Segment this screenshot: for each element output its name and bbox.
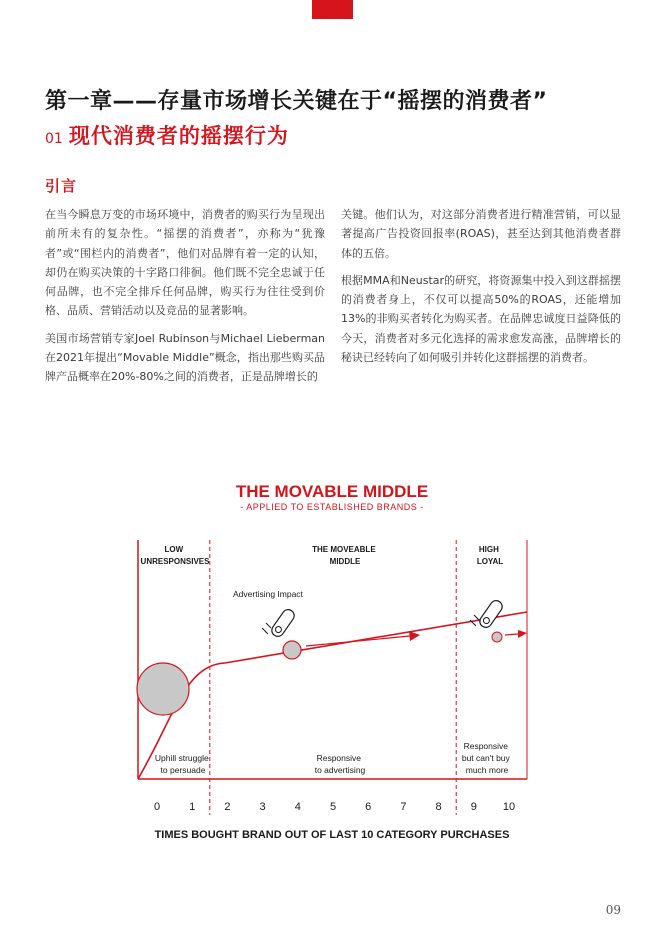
x-tick-label: 10: [502, 801, 516, 813]
x-tick-label: 1: [189, 801, 196, 813]
loyal-arrow-line: [505, 634, 518, 635]
intro-right-column: [341, 205, 621, 375]
intro-paragraph: 根据MMA和Neustar的研究，将资源集中投入到这群摇摆的消费者身上，不仅可以提高50%的ROAS，还能增加13%的非购买者转化为购买者。在品牌忠诚度日益降低的今天，消费者对多元化选择的需求愈发高涨，品牌增长的秘诀已经转向了如何吸引并转化这群摇摆的消费者。: [341, 273, 621, 365]
top-tab-decoration: [312, 0, 353, 19]
intro-heading: 引言: [45, 177, 78, 195]
intro-paragraph: 美国市场营销专家Joel Rubinson与Michael Lieberman在2021年提出“Movable Middle”概念，指出那些购买品牌产品概率在20%-80%之间的消费者，正是品牌增长的: [45, 331, 325, 384]
middle-arrow-head: [409, 631, 420, 641]
loyal-arrow-head: [518, 630, 527, 638]
high-loyal-ball: [492, 632, 502, 642]
x-tick-label: 5: [329, 801, 337, 813]
low-unresponsive-ball: [137, 663, 189, 715]
x-tick-label: 0: [153, 801, 161, 813]
x-tick-label: 3: [259, 801, 266, 813]
section-heading: 现代消费者的摇摆行为: [68, 124, 289, 148]
zone-label-low: LOW UNRESPONSIVES: [140, 545, 210, 566]
page-number: 09: [605, 903, 621, 917]
x-tick-label: 7: [400, 801, 407, 813]
x-tick-label: 2: [224, 801, 231, 813]
zone-note-middle: Responsive to advertising: [314, 753, 366, 775]
hand-flick-icon: [477, 598, 504, 629]
x-tick-labels: [154, 801, 515, 813]
zone-note-high: Responsive but can't buy much more: [461, 741, 510, 775]
movable-middle-ball: [283, 641, 301, 659]
intro-paragraph: 关键。他们认为，对这部分消费者进行精准营销，可以显著提高广告投资回报率(ROAS)，甚至达到其他消费者群体的五倍。: [341, 208, 621, 260]
middle-arrow-line: [306, 636, 410, 646]
intro-left-column: [45, 205, 325, 395]
hand-flick-icon: [269, 607, 296, 638]
advertising-impact-label: Advertising Impact: [233, 589, 303, 599]
chart-title: THE MOVABLE MIDDLE: [235, 482, 429, 501]
x-tick-label: 4: [294, 801, 301, 813]
chapter-title: 第一章——存量市场增长关键在于“摇摆的消费者”: [45, 89, 548, 114]
x-tick-label: 9: [470, 801, 477, 813]
intro-paragraph: 在当今瞬息万变的市场环境中，消费者的购买行为呈现出前所未有的复杂性。“摇摆的消费者”，亦称为“犹豫者”或“围栏内的消费者”，他们对品牌有着一定的认知，却仍在购买决策的十字路口徘徊。他们既不完全忠诚于任何品牌，也不完全排斥任何品牌，购买行为往往受到价格、品质、营销活动以及竞品的显著影响。: [45, 208, 325, 318]
x-axis-title: TIMES BOUGHT BRAND OUT OF LAST 10 CATEGORY PURCHASES: [154, 829, 510, 841]
section-number: 01: [45, 131, 63, 147]
x-tick-label: 6: [365, 801, 372, 813]
zone-label-middle: THE MOVEABLE MIDDLE: [312, 545, 376, 566]
chart-subtitle: - APPLIED TO ESTABLISHED BRANDS -: [240, 502, 424, 512]
section-title: [45, 120, 289, 150]
x-tick-label: 8: [435, 801, 442, 813]
zone-note-low: Uphill struggle to persuade: [154, 753, 209, 775]
movable-middle-diagram: [0, 470, 665, 850]
zone-label-high: HIGH LOYAL: [476, 545, 504, 566]
motion-marks-icon: [262, 623, 271, 634]
